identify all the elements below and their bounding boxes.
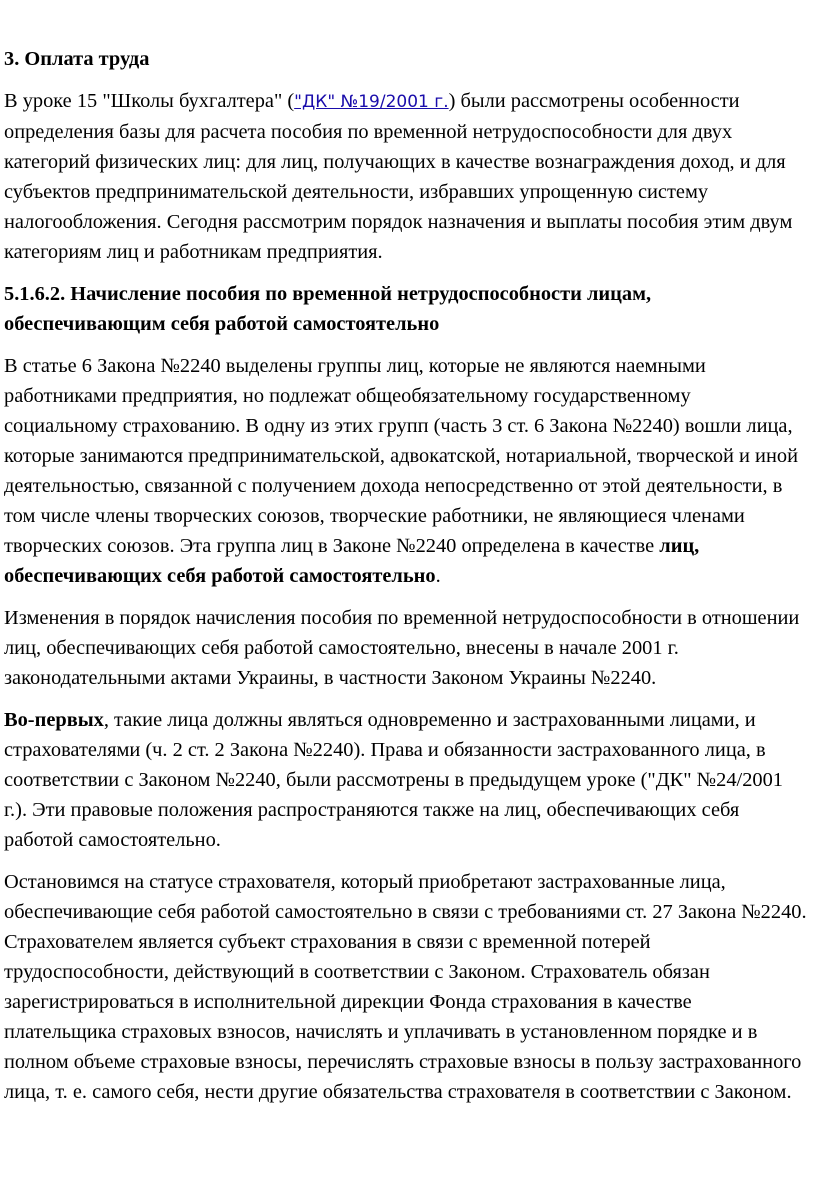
paragraph-law-groups-bold-term: лиц, обеспечивающих себя работой самостоятельно [4, 535, 700, 587]
paragraph-firstly-text: , такие лица должны являться одновременно и застрахованными лицами, и страхователями (ч. 2 ст. 2 Закона №2240). Права и обязанности застрахованного лица, в соответствии с Законом №2240, были рассмотрены в предыдущем уроке ("ДК" №24/2001 г.). Эти правовые положения распространяются также на лиц, обеспечивающих себя работой самостоятельно. [4, 709, 783, 851]
paragraph-firstly-bold-lead: Во-первых [4, 709, 104, 731]
intro-text-before-link: В уроке 15 "Школы бухгалтера" ( [4, 90, 295, 112]
paragraph-changes: Изменения в порядок начисления пособия по временной нетрудоспособности в отношении лиц, обеспечивающих себя работой самостоятельно, внесены в начале 2001 г. законодательными актами Украины, в частности Законом Украины №2240. [4, 607, 800, 689]
subsection-heading: 5.1.6.2. Начисление пособия по временной нетрудоспособности лицам, обеспечивающим себя работой самостоятельно [4, 283, 652, 335]
paragraph-insurer-status: Остановимся на статусе страхователя, который приобретают застрахованные лица, обеспечивающие себя работой самостоятельно в связи с требованиями ст. 27 Закона №2240. Страхователем является субъект страхования в связи с временной потерей трудоспособности, действующий в соответствии с Законом. Страхователь обязан зарегистрироваться в исполнительной дирекции Фонда страхования в качестве плательщика страховых взносов, начислять и уплачивать в установленном порядке и в полном объеме страховые взносы, перечислять страховые взносы в пользу застрахованного лица, т. е. самого себя, нести другие обязательства страхователя в соответствии с Законом. [4, 871, 807, 1103]
intro-text-after-link: ) были рассмотрены особенности определения базы для расчета пособия по временной нетрудоспособности для двух категорий физических лиц: для лиц, получающих в качестве вознаграждения доход, и для субъектов предпринимательской деятельности, избравших упрощенную систему налогообложения. Сегодня рассмотрим порядок назначения и выплаты пособия этим двум категориям лиц и работникам предприятия. [4, 90, 793, 263]
paragraph-law-groups-text: В статье 6 Закона №2240 выделены группы лиц, которые не являются наемными работниками предприятия, но подлежат общеобязательному государственному социальному страхованию. В одну из этих групп (часть 3 ст. 6 Закона №2240) вошли лица, которые занимаются предпринимательской, адвокатской, нотариальной, творческой и иной деятельностью, связанной с получением дохода непосредственно от этой деятельности, в том числе члены творческих союзов, творческие работники, не являющиеся членами творческих союзов. Эта группа лиц в Законе №2240 определена в качестве [4, 355, 798, 557]
issue-reference-link[interactable]: "ДК" №19/2001 г. [294, 92, 449, 112]
paragraph-law-groups [4, 351, 808, 591]
intro-paragraph [4, 86, 808, 267]
paragraph-firstly [4, 705, 808, 855]
section-title: 3. Оплата труда [4, 48, 150, 70]
paragraph-law-groups-end: . [435, 565, 441, 587]
